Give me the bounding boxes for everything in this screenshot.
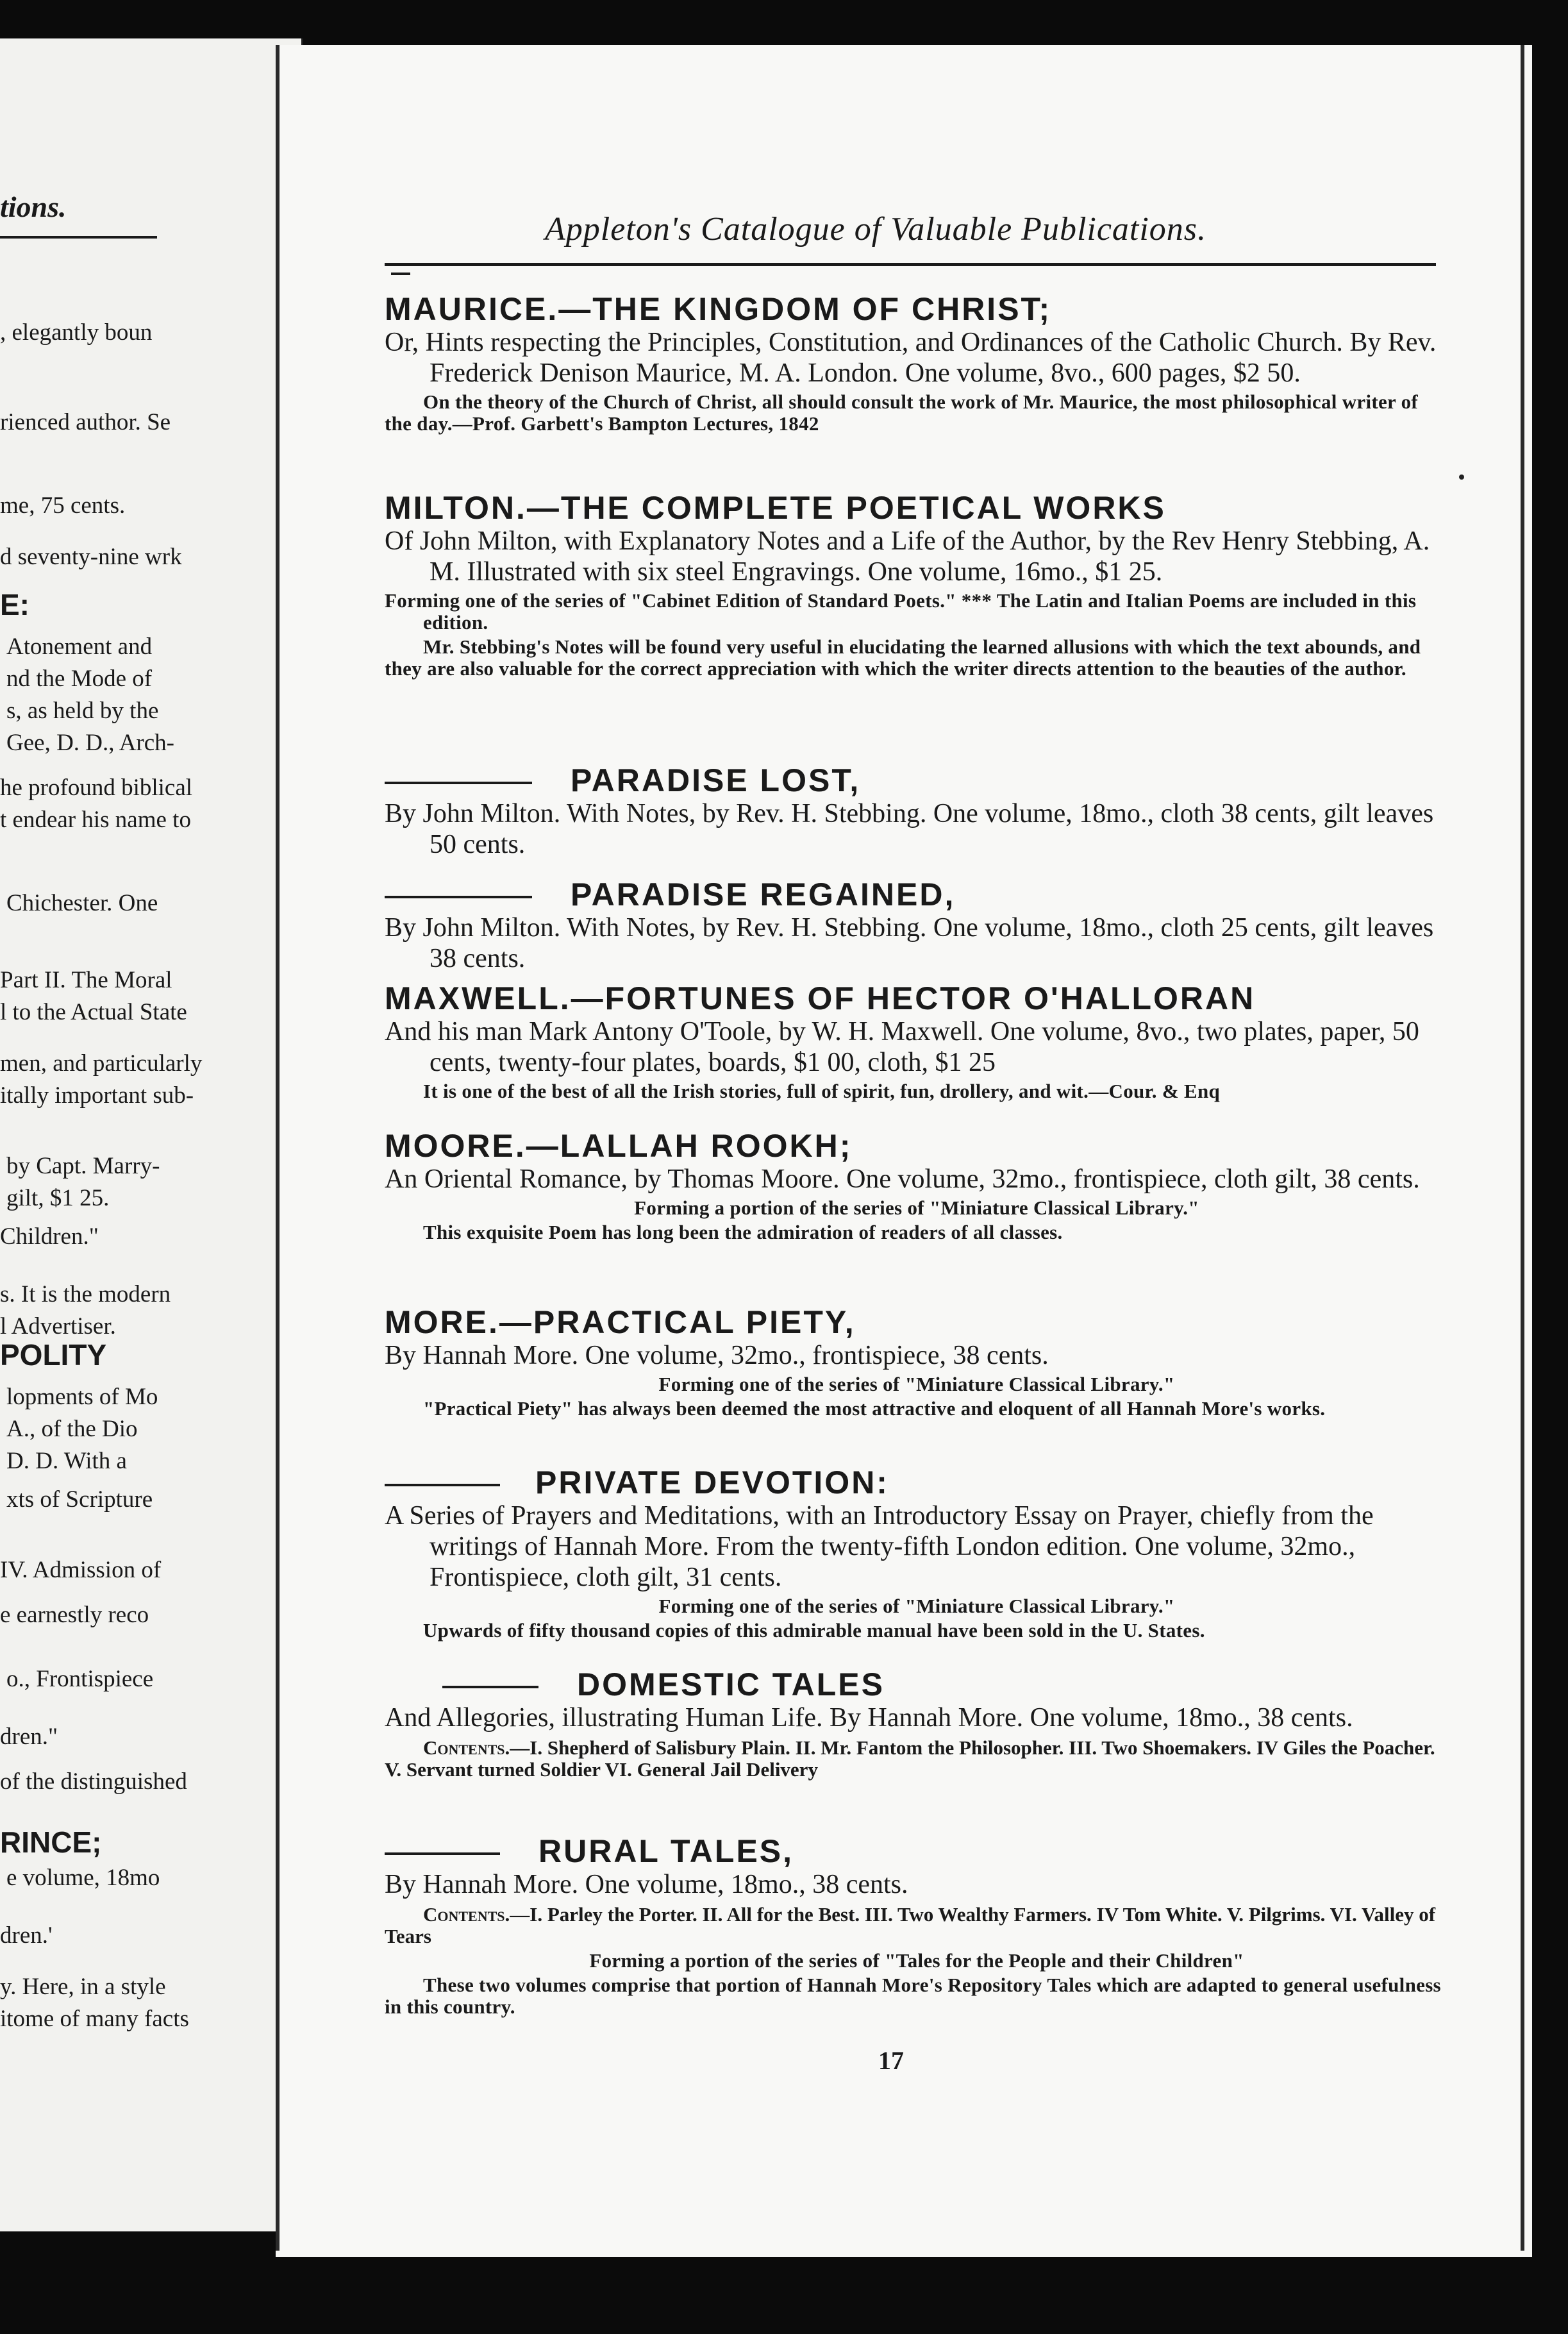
- left-page-line: dren.": [0, 1724, 58, 1750]
- entry-contents: [385, 1904, 1449, 1947]
- entry-heading: PARADISE REGAINED,: [571, 877, 956, 912]
- heading-dash: [385, 896, 532, 898]
- heading-dash: [442, 1686, 538, 1688]
- entry-body: By Hannah More. One volume, 18mo., 38 cents.: [385, 1870, 908, 1899]
- left-page-line: l Advertiser.: [0, 1313, 116, 1339]
- entry-body: By John Milton. With Notes, by Rev. H. Stebbing. One volume, 18mo., cloth 25 cents, gilt leaves 38 cents.: [385, 913, 1434, 973]
- left-page-line: e earnestly reco: [0, 1602, 149, 1628]
- entry-body: Or, Hints respecting the Principles, Constitution, and Ordinances of the Catholic Church. By Rev. Frederick Denison Maurice, M. A. London. One volume, 8vo., 600 pages, $2 50.: [385, 328, 1437, 388]
- left-page-line: itome of many facts: [0, 2006, 189, 2032]
- left-page-line: Part II. The Moral: [0, 967, 172, 993]
- entry-heading: MILTON.—THE COMPLETE POETICAL WORKS: [385, 490, 1166, 526]
- entry-note: On the theory of the Church of Christ, all should consult the work of Mr. Maurice, the most philosophical writer of the day.—Prof. Garbett's Bampton Lectures, 1842: [385, 390, 1419, 435]
- left-page-line: d seventy-nine wrk: [0, 544, 182, 570]
- heading-dash: [385, 1852, 500, 1855]
- entry-heading: RURAL TALES,: [538, 1833, 794, 1869]
- entry-note: Forming a portion of the series of "Miniature Classical Library.": [634, 1196, 1199, 1219]
- page-number: 17: [878, 2046, 904, 2075]
- contents-label: Contents.: [423, 1736, 510, 1759]
- left-page-line: e volume, 18mo: [6, 1865, 160, 1891]
- entry-body: And Allegories, illustrating Human Life. By Hannah More. One volume, 18mo., 38 cents.: [385, 1703, 1353, 1733]
- contents-label: Contents.: [423, 1903, 510, 1926]
- entry-note: These two volumes comprise that portion of Hannah More's Repository Tales which are adapted to general usefulness in this country.: [385, 1974, 1441, 2018]
- heading-dash: [385, 1484, 500, 1486]
- entry-body: And his man Mark Antony O'Toole, by W. H. Maxwell. One volume, 8vo., two plates, paper, 50 cents, twenty-four plates, boards, $1 00, cloth, $1 25: [385, 1017, 1419, 1077]
- entry-heading: PARADISE LOST,: [571, 762, 861, 798]
- entry-note: Forming one of the series of "Miniature Classical Library.": [658, 1595, 1175, 1617]
- left-page-line: l to the Actual State: [0, 999, 187, 1025]
- left-page-line: RINCE;: [0, 1826, 102, 1859]
- entry-note: "Practical Piety" has always been deemed the most attractive and eloquent of all Hannah More's works.: [423, 1397, 1326, 1420]
- entry-note: Upwards of fifty thousand copies of this admirable manual have been sold in the U. States.: [423, 1619, 1205, 1641]
- left-page-line: E:: [0, 588, 29, 621]
- entry-note: Forming one of the series of "Cabinet Edition of Standard Poets." *** The Latin and Italian Poems are included in this edition.: [385, 589, 1417, 634]
- entry-maxwell: [385, 981, 1449, 1102]
- entry-private-devotion: [385, 1465, 1449, 1641]
- left-page-line: POLITY: [0, 1338, 107, 1372]
- left-page-line: itally important sub-: [0, 1082, 194, 1109]
- left-page-line: gilt, $1 25.: [6, 1185, 110, 1211]
- entry-contents: [385, 1737, 1449, 1781]
- left-page-line: D. D. With a: [6, 1448, 127, 1474]
- entry-paradise-regained: [385, 877, 1449, 974]
- entry-rural-tales: [385, 1834, 1449, 2018]
- left-page-line: s, as held by the: [6, 698, 159, 724]
- left-page-line: Atonement and: [6, 634, 153, 660]
- entry-moore: [385, 1129, 1449, 1243]
- entry-note: This exquisite Poem has long been the admiration of readers of all classes.: [423, 1221, 1063, 1243]
- entry-body: An Oriental Romance, by Thomas Moore. One volume, 32mo., frontispiece, cloth gilt, 38 cents.: [385, 1164, 1420, 1194]
- header-rule-mark: [391, 273, 410, 275]
- left-facing-page: [0, 38, 303, 2231]
- stray-mark: [1459, 474, 1464, 480]
- entry-body: A Series of Prayers and Meditations, with an Introductory Essay on Prayer, chiefly from the writings of Hannah More. From the twenty-fifth London edition. One volume, 32mo., Frontispiece, cloth gilt, 31 cents.: [385, 1501, 1374, 1592]
- entry-heading: MOORE.—LALLAH ROOKH;: [385, 1128, 853, 1164]
- left-page-line: A., of the Dio: [6, 1416, 138, 1442]
- header-rule: [385, 263, 1436, 266]
- left-page-line: IV. Admission of: [0, 1557, 162, 1583]
- left-page-line: Gee, D. D., Arch-: [6, 730, 174, 756]
- left-page-line: t endear his name to: [0, 807, 191, 833]
- left-page-line: dren.': [0, 1922, 53, 1949]
- entry-note: Forming a portion of the series of "Tales for the People and their Children": [589, 1949, 1244, 1972]
- running-head: Appleton's Catalogue of Valuable Publications.: [545, 211, 1207, 248]
- heading-dash: [385, 782, 532, 784]
- left-page-line: , elegantly boun: [0, 319, 153, 346]
- entry-heading: DOMESTIC TALES: [577, 1667, 885, 1702]
- left-page-line: Children.": [0, 1223, 99, 1250]
- left-page-line: of the distinguished: [0, 1768, 187, 1795]
- entry-heading: MAXWELL.—FORTUNES OF HECTOR O'HALLORAN: [385, 980, 1256, 1016]
- left-page-line: by Capt. Marry-: [6, 1153, 160, 1179]
- entry-body: Of John Milton, with Explanatory Notes and a Life of the Author, by the Rev Henry Stebbing, A. M. Illustrated with six steel Engravings. One volume, 16mo., $1 25.: [385, 526, 1430, 587]
- page-border-left: [276, 45, 279, 2251]
- left-page-line: men, and particularly: [0, 1050, 203, 1077]
- left-page-title: tions.: [0, 190, 67, 223]
- left-page-line: y. Here, in a style: [0, 1974, 166, 2000]
- entry-body: By Hannah More. One volume, 32mo., frontispiece, 38 cents.: [385, 1341, 1049, 1370]
- entry-domestic-tales: [385, 1667, 1449, 1781]
- left-page-line: me, 75 cents.: [0, 492, 126, 519]
- left-page-line: rienced author. Se: [0, 409, 171, 435]
- entry-paradise-lost: [385, 763, 1449, 860]
- entry-heading: MAURICE.—THE KINGDOM OF CHRIST;: [385, 291, 1052, 327]
- left-page-line: he profound biblical: [0, 775, 193, 801]
- left-page-line: s. It is the modern: [0, 1281, 171, 1307]
- contents-text: —I. Shepherd of Salisbury Plain. II. Mr. Fantom the Philosopher. III. Two Shoemakers. IV Giles the Poacher. V. Servant turned Soldier VI. General Jail Delivery: [385, 1736, 1435, 1781]
- left-page-rule: [0, 236, 157, 239]
- page-border-right: [1521, 45, 1524, 2251]
- entry-heading: MORE.—PRACTICAL PIETY,: [385, 1304, 856, 1340]
- left-page-line: nd the Mode of: [6, 666, 153, 692]
- entry-note: Forming one of the series of "Miniature Classical Library.": [658, 1373, 1175, 1395]
- entry-body: By John Milton. With Notes, by Rev. H. Stebbing. One volume, 18mo., cloth 38 cents, gilt leaves 50 cents.: [385, 799, 1434, 859]
- entry-note: It is one of the best of all the Irish stories, full of spirit, fun, drollery, and wit.—Cour. & Enq: [423, 1080, 1221, 1102]
- entry-practical-piety: [385, 1305, 1449, 1420]
- left-page-line: Chichester. One: [6, 890, 158, 916]
- left-page-line: lopments of Mo: [6, 1384, 158, 1410]
- entry-maurice: [385, 292, 1449, 435]
- entry-heading: PRIVATE DEVOTION:: [535, 1465, 889, 1500]
- contents-text: —I. Parley the Porter. II. All for the Best. III. Two Wealthy Farmers. IV Tom White. V. Pilgrims. VI. Valley of Tears: [385, 1903, 1436, 1947]
- left-page-line: o., Frontispiece: [6, 1666, 154, 1692]
- left-page-line: xts of Scripture: [6, 1486, 153, 1513]
- entry-milton: [385, 491, 1449, 680]
- entry-note: Mr. Stebbing's Notes will be found very useful in elucidating the learned allusions with which the text abounds, and they are also valuable for the correct appreciation with which the writer directs attention to the beauties of the author.: [385, 635, 1421, 680]
